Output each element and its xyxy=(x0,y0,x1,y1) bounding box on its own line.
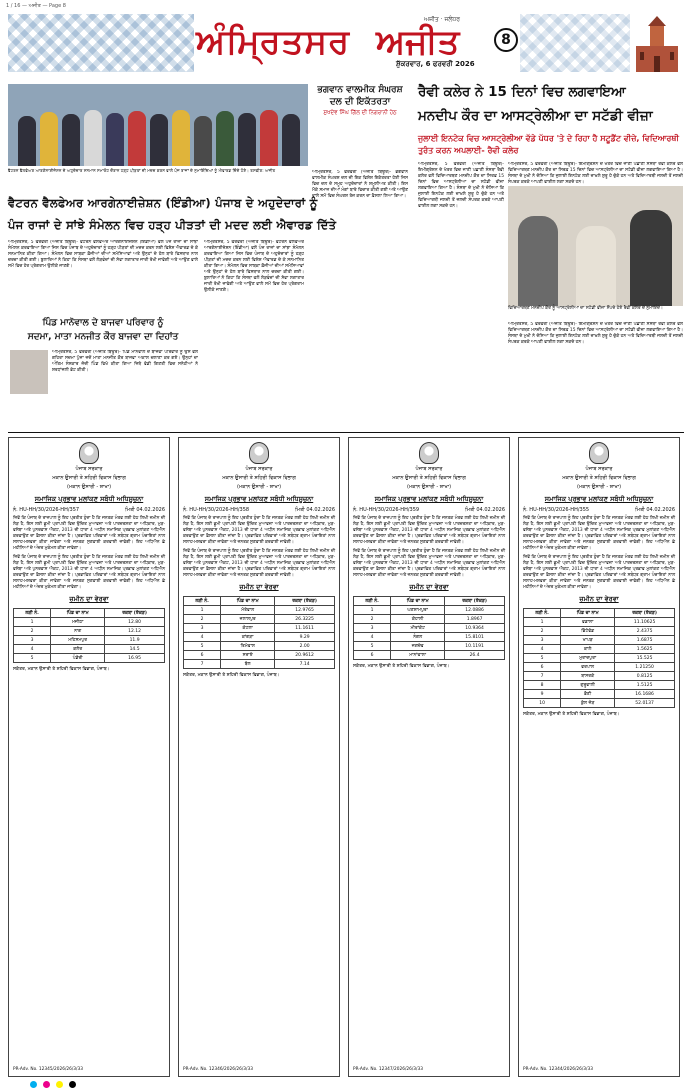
notice-ref: ਨੰ. HU-HH/30/2026-HH/358 xyxy=(183,507,250,513)
right-story-headline-2: ਮਨਦੀਪ ਕੌਰ ਦਾ ਆਸਟ੍ਰੇਲੀਆ ਦਾ ਸਟੱਡੀ ਵੀਜ਼ਾ xyxy=(418,108,653,124)
table-row xyxy=(354,606,505,615)
table-cell: 2 xyxy=(14,627,51,636)
obituary-headline-2: ਸਦਮਾ, ਮਾਤਾ ਮਨਜੀਤ ਕੌਰ ਬਾਜਵਾ ਦਾ ਦਿਹਾਂਤ xyxy=(27,332,179,342)
notice-body-cont: ਜਿਵੇਂ ਕਿ ਪੰਜਾਬ ਦੇ ਰਾਜਪਾਲ ਨੂੰ ਇਹ ਪ੍ਰਤੀਤ ਹੁੰਦਾ ਹੈ ਕਿ ਜਨਤਕ ਮੰਤਵ ਲਈ ਹੇਠ ਲਿਖੀ ਜ਼ਮੀਨ ਦੀ ਲੋੜ ਹੈ, ਇਸ ਲਈ ਭੂਮੀ ਪ੍ਰਾਪਤੀ ਵਿਚ ਉਚਿਤ ਮੁਆਵਜ਼ਾ ਅਤੇ ਪਾਰਦਰਸ਼ਤਾ ਦਾ ਅਧਿਕਾਰ, ਮੁੜ-ਵਸੇਬਾ ਅਤੇ ਪੁਨਰਵਾਸ ਐਕਟ, 2013 ਦੀ ਧਾਰਾ 4 ਅਧੀਨ ਸਮਾਜਿਕ ਪ੍ਰਭਾਵ ਮੁਲਾਂਕਣ ਅਧਿਐਨ ਕਰਵਾਉਣ ਦਾ ਫ਼ੈਸਲਾ ਕੀਤਾ ਜਾਂਦਾ ਹੈ। ਪ੍ਰਭਾਵਿਤ ਪਰਿਵਾਰਾਂ ਅਤੇ ਸਬੰਧਤ ਗ੍ਰਾਮ ਪੰਚਾਇਤਾਂ ਨਾਲ ਸਲਾਹ-ਮਸ਼ਵਰਾ ਕੀਤਾ ਜਾਵੇਗਾ ਅਤੇ ਜਨਤਕ ਸੁਣਵਾਈ ਕਰਵਾਈ ਜਾਵੇਗੀ। xyxy=(183,549,335,578)
table-cell: 4 xyxy=(184,633,221,642)
table-cell: 0.8125 xyxy=(615,672,675,681)
punjab-emblem-icon xyxy=(589,442,609,464)
table-cell: 5 xyxy=(354,642,391,651)
table-row xyxy=(354,615,505,624)
table-cell: 1.21250 xyxy=(615,663,675,672)
table-header: ਰਕਬਾ (ਏਕੜ) xyxy=(105,609,165,618)
notice-adv-code: PR-Adv. No. 12345/2026/26/3/33 xyxy=(13,1067,83,1072)
masthead-kicker: ਅਜੀਤ · ਜਲੰਧਰ xyxy=(424,16,460,23)
obituary-photo xyxy=(10,350,48,394)
masthead-pattern-right xyxy=(520,14,630,72)
obituary xyxy=(8,318,198,342)
notice-ref: ਨੰ. HU-HH/30/2026-HH/357 xyxy=(13,507,80,513)
notice-signatory: ਸਕੱਤਰ, ਮਕਾਨ ਉਸਾਰੀ ਤੇ ਸ਼ਹਿਰੀ ਵਿਕਾਸ ਵਿਭਾਗ, ਪੰਜਾਬ। xyxy=(523,712,620,717)
notice-department: ਮਕਾਨ ਉਸਾਰੀ ਤੇ ਸ਼ਹਿਰੀ ਵਿਕਾਸ ਵਿਭਾਗ xyxy=(392,475,466,481)
table-cell: 15.525 xyxy=(615,654,675,663)
table-cell: ਜਗਦੇਵ xyxy=(391,642,445,651)
table-row xyxy=(354,651,505,660)
table-header: ਰਕਬਾ (ਏਕੜ) xyxy=(275,597,335,606)
table-row xyxy=(184,624,335,633)
notice-ref: ਨੰ. HU-HH/30/2026-HH/355 xyxy=(523,507,590,513)
table-row xyxy=(14,636,165,645)
notice-title: ਸਮਾਜਿਕ ਪ੍ਰਭਾਵ ਮੁਲਾਂਕਣ ਸਬੰਧੀ ਅਧਿਸੂਚਨਾ xyxy=(544,495,654,503)
notice-adv-code: PR-Adv. No. 12344/2026/26/3/33 xyxy=(523,1067,593,1072)
notice-body-cont: ਜਿਵੇਂ ਕਿ ਪੰਜਾਬ ਦੇ ਰਾਜਪਾਲ ਨੂੰ ਇਹ ਪ੍ਰਤੀਤ ਹੁੰਦਾ ਹੈ ਕਿ ਜਨਤਕ ਮੰਤਵ ਲਈ ਹੇਠ ਲਿਖੀ ਜ਼ਮੀਨ ਦੀ ਲੋੜ ਹੈ, ਇਸ ਲਈ ਭੂਮੀ ਪ੍ਰਾਪਤੀ ਵਿਚ ਉਚਿਤ ਮੁਆਵਜ਼ਾ ਅਤੇ ਪਾਰਦਰਸ਼ਤਾ ਦਾ ਅਧਿਕਾਰ, ਮੁੜ-ਵਸੇਬਾ ਅਤੇ ਪੁਨਰਵਾਸ ਐਕਟ, 2013 ਦੀ ਧਾਰਾ 4 ਅਧੀਨ ਸਮਾਜਿਕ ਪ੍ਰਭਾਵ ਮੁਲਾਂਕਣ ਅਧਿਐਨ ਕਰਵਾਉਣ ਦਾ ਫ਼ੈਸਲਾ ਕੀਤਾ ਜਾਂਦਾ ਹੈ। ਪ੍ਰਭਾਵਿਤ ਪਰਿਵਾਰਾਂ ਅਤੇ ਸਬੰਧਤ ਗ੍ਰਾਮ ਪੰਚਾਇਤਾਂ ਨਾਲ ਸਲਾਹ-ਮਸ਼ਵਰਾ ਕੀਤਾ ਜਾਵੇਗਾ ਅਤੇ ਜਨਤਕ ਸੁਣਵਾਈ ਕਰਵਾਈ ਜਾਵੇਗੀ। xyxy=(353,549,505,578)
table-header: ਰਕਬਾ (ਏਕੜ) xyxy=(445,597,505,606)
masthead-date: ਸ਼ੁੱਕਰਵਾਰ, 6 ਫਰਵਰੀ 2026 xyxy=(396,60,475,68)
main-story-body-col2: ਅੰਮ੍ਰਿਤਸਰ, 5 ਫਰਵਰੀ (ਅਜੀਤ ਬਿਊਰੋ)- ਵੈਟਰਨ ਵੈਲਫੇਅਰ ਆਰਗੇਨਾਈਜ਼ੇਸ਼ਨ (ਇੰਡੀਆ) ਵਲੋਂ ਪੰਜ ਰਾਜਾਂ ਦਾ ਸਾਂਝਾ ਸੰਮੇਲਨ ਕਰਵਾਇਆ ਗਿਆ ਜਿਸ ਵਿਚ ਪੰਜਾਬ ਦੇ ਅਹੁਦੇਦਾਰਾਂ ਨੂੰ ਹੜ੍ਹ ਪੀੜਤਾਂ ਦੀ ਮਦਦ ਕਰਨ ਲਈ ਵਿਸ਼ੇਸ਼ ਐਵਾਰਡ ਦੇ ਕੇ ਸਨਮਾਨਿਤ ਕੀਤਾ ਗਿਆ। ਸੰਮੇਲਨ ਵਿਚ ਸਾਬਕਾ ਫ਼ੌਜੀਆਂ ਦੀਆਂ ਸਮੱਸਿਆਵਾਂ ਅਤੇ ਉਨ੍ਹਾਂ ਦੇ ਹੱਲ ਬਾਰੇ ਵਿਸਥਾਰ ਨਾਲ ਚਰਚਾ ਕੀਤੀ ਗਈ। ਬੁਲਾਰਿਆਂ ਨੇ ਕਿਹਾ ਕਿ ਸੰਸਥਾ ਵਲੋਂ ਲੋੜਵੰਦਾਂ ਦੀ ਸੇਵਾ ਲਗਾਤਾਰ ਜਾਰੀ ਰੱਖੀ ਜਾਵੇਗੀ ਅਤੇ ਆਉਣ ਵਾਲੇ ਸਮੇਂ ਵਿਚ ਹੋਰ ਪ੍ਰੋਗਰਾਮ ਉਲੀਕੇ ਜਾਣਗੇ। xyxy=(204,240,304,293)
table-cell: 5 xyxy=(184,642,221,651)
table-row xyxy=(184,615,335,624)
table-row xyxy=(524,636,675,645)
table-cell: ਮੁਰਾਦਪੁਰਾ xyxy=(561,654,615,663)
masthead-paper-name: ਅਜੀਤ xyxy=(376,22,460,62)
table-cell: 12.9765 xyxy=(275,606,335,615)
notice-table-title: ਜ਼ਮੀਨ ਦਾ ਵੇਰਵਾ xyxy=(409,583,449,591)
table-row xyxy=(184,606,335,615)
table-cell: 52.0137 xyxy=(615,699,675,708)
notice-body: ਜਿਵੇਂ ਕਿ ਪੰਜਾਬ ਦੇ ਰਾਜਪਾਲ ਨੂੰ ਇਹ ਪ੍ਰਤੀਤ ਹੁੰਦਾ ਹੈ ਕਿ ਜਨਤਕ ਮੰਤਵ ਲਈ ਹੇਠ ਲਿਖੀ ਜ਼ਮੀਨ ਦੀ ਲੋੜ ਹੈ, ਇਸ ਲਈ ਭੂਮੀ ਪ੍ਰਾਪਤੀ ਵਿਚ ਉਚਿਤ ਮੁਆਵਜ਼ਾ ਅਤੇ ਪਾਰਦਰਸ਼ਤਾ ਦਾ ਅਧਿਕਾਰ, ਮੁੜ-ਵਸੇਬਾ ਅਤੇ ਪੁਨਰਵਾਸ ਐਕਟ, 2013 ਦੀ ਧਾਰਾ 4 ਅਧੀਨ ਸਮਾਜਿਕ ਪ੍ਰਭਾਵ ਮੁਲਾਂਕਣ ਅਧਿਐਨ ਕਰਵਾਉਣ ਦਾ ਫ਼ੈਸਲਾ ਕੀਤਾ ਜਾਂਦਾ ਹੈ। ਪ੍ਰਭਾਵਿਤ ਪਰਿਵਾਰਾਂ ਅਤੇ ਸਬੰਧਤ ਗ੍ਰਾਮ ਪੰਚਾਇਤਾਂ ਨਾਲ ਸਲਾਹ-ਮਸ਼ਵਰਾ ਕੀਤਾ ਜਾਵੇਗਾ ਅਤੇ ਜਨਤਕ ਸੁਣਵਾਈ ਕਰਵਾਈ ਜਾਵੇਗੀ। ਇਹ ਅਧਿਐਨ ਛੇ ਮਹੀਨਿਆਂ ਦੇ ਅੰਦਰ ਮੁਕੰਮਲ ਕੀਤਾ ਜਾਵੇਗਾ। xyxy=(13,516,165,551)
land-table xyxy=(183,596,335,669)
table-header: ਪਿੰਡ ਦਾ ਨਾਮ xyxy=(391,597,445,606)
table-row xyxy=(524,618,675,627)
table-cell: 5 xyxy=(524,654,561,663)
lead-photo xyxy=(8,84,308,166)
table-cell: ਬਾਸਰਕੇ xyxy=(561,672,615,681)
table-row xyxy=(14,654,165,663)
masthead-title-block xyxy=(196,16,516,70)
table-cell: 12.0886 xyxy=(445,606,505,615)
table-cell: 11.1611 xyxy=(275,624,335,633)
notice-signatory: ਸਕੱਤਰ, ਮਕਾਨ ਉਸਾਰੀ ਤੇ ਸ਼ਹਿਰੀ ਵਿਕਾਸ ਵਿਭਾਗ, ਪੰਜਾਬ। xyxy=(353,664,450,669)
table-cell: ਬੱਲ xyxy=(221,660,275,669)
table-cell: ਤਿਮੋਵਾਲ xyxy=(221,642,275,651)
table-cell: ਮਹਿਸਮਪੁਰ xyxy=(51,636,105,645)
table-cell: 2.4375 xyxy=(615,627,675,636)
table-cell: ਨਾਗ xyxy=(51,627,105,636)
main-headline-line1: ਵੈਟਰਨ ਵੈਲਫੇਅਰ ਆਰਗੇਨਾਈਜ਼ੇਸ਼ਨ (ਇੰਡੀਆ) ਪੰਜਾਬ ਦੇ ਅਹੁਦੇਦਾਰਾਂ ਨੂੰ xyxy=(8,196,318,210)
table-cell: ਪੰਡੋਰੀ xyxy=(51,654,105,663)
table-cell: 3 xyxy=(184,624,221,633)
table-cell: 9 xyxy=(524,690,561,699)
notice-department: ਮਕਾਨ ਉਸਾਰੀ ਤੇ ਸ਼ਹਿਰੀ ਵਿਕਾਸ ਵਿਭਾਗ xyxy=(222,475,296,481)
table-cell: ਕਾਂਗੜਾ xyxy=(221,633,275,642)
notice-adv-code: PR-Adv. No. 12346/2026/26/3/33 xyxy=(183,1067,253,1072)
notice-table-title: ਜ਼ਮੀਨ ਦਾ ਵੇਰਵਾ xyxy=(69,595,109,603)
table-cell: ਮਜੀਠਾ xyxy=(51,618,105,627)
table-cell: 8 xyxy=(524,681,561,690)
table-cell: 6 xyxy=(354,651,391,660)
notice-branch: (ਮਕਾਨ ਉਸਾਰੀ - ਸ਼ਾਖਾ) xyxy=(236,484,282,490)
side-story-body: ਅੰਮ੍ਰਿਤਸਰ, 5 ਫਰਵਰੀ (ਅਜੀਤ ਬਿਊਰੋ)- ਭਗਵਾਨ ਵਾਲਮੀਕ ਸੰਘਰਸ਼ ਦਲ ਦੀ ਇਕ ਵਿਸ਼ੇਸ਼ ਇਕੱਤਰਤਾ ਹੋਈ ਜਿਸ ਵਿਚ ਦਲ ਦੇ ਸਮੂਹ ਅਹੁਦੇਦਾਰਾਂ ਨੇ ਸ਼ਮੂਲੀਅਤ ਕੀਤੀ। ਇਸ ਮੌਕੇ ਸਮਾਜ ਦੀਆਂ ਮੰਗਾਂ ਬਾਰੇ ਵਿਚਾਰ ਕੀਤੀ ਗਈ ਅਤੇ ਆਉਣ ਵਾਲੇ ਸਮੇਂ ਵਿਚ ਸੰਘਰਸ਼ ਤੇਜ਼ ਕਰਨ ਦਾ ਫ਼ੈਸਲਾ ਲਿਆ ਗਿਆ। xyxy=(312,170,408,199)
government-notice xyxy=(348,437,510,1077)
table-row xyxy=(524,699,675,708)
table-cell: 3 xyxy=(524,636,561,645)
table-cell: ਵਰਪਾਲ xyxy=(561,663,615,672)
table-row xyxy=(184,651,335,660)
right-story-caption: ਵਿਦਿਆਰਥਣ ਮਨਦੀਪ ਕੌਰ ਨੂੰ ਆਸਟ੍ਰੇਲੀਆ ਦਾ ਸਟੱਡੀ ਵੀਜ਼ਾ ਸੌਂਪਦੇ ਹੋਏ ਰੈਵੀ ਕਲੇਰ ਦੇ ਨੁਮਾਇੰਦੇ। xyxy=(508,306,663,311)
notice-body: ਜਿਵੇਂ ਕਿ ਪੰਜਾਬ ਦੇ ਰਾਜਪਾਲ ਨੂੰ ਇਹ ਪ੍ਰਤੀਤ ਹੁੰਦਾ ਹੈ ਕਿ ਜਨਤਕ ਮੰਤਵ ਲਈ ਹੇਠ ਲਿਖੀ ਜ਼ਮੀਨ ਦੀ ਲੋੜ ਹੈ, ਇਸ ਲਈ ਭੂਮੀ ਪ੍ਰਾਪਤੀ ਵਿਚ ਉਚਿਤ ਮੁਆਵਜ਼ਾ ਅਤੇ ਪਾਰਦਰਸ਼ਤਾ ਦਾ ਅਧਿਕਾਰ, ਮੁੜ-ਵਸੇਬਾ ਅਤੇ ਪੁਨਰਵਾਸ ਐਕਟ, 2013 ਦੀ ਧਾਰਾ 4 ਅਧੀਨ ਸਮਾਜਿਕ ਪ੍ਰਭਾਵ ਮੁਲਾਂਕਣ ਅਧਿਐਨ ਕਰਵਾਉਣ ਦਾ ਫ਼ੈਸਲਾ ਕੀਤਾ ਜਾਂਦਾ ਹੈ। ਪ੍ਰਭਾਵਿਤ ਪਰਿਵਾਰਾਂ ਅਤੇ ਸਬੰਧਤ ਗ੍ਰਾਮ ਪੰਚਾਇਤਾਂ ਨਾਲ ਸਲਾਹ-ਮਸ਼ਵਰਾ ਕੀਤਾ ਜਾਵੇਗਾ ਅਤੇ ਜਨਤਕ ਸੁਣਵਾਈ ਕਰਵਾਈ ਜਾਵੇਗੀ। xyxy=(353,516,505,545)
section-divider xyxy=(8,432,684,433)
table-cell: ਭੈਣੀ xyxy=(561,690,615,699)
notice-table-title: ਜ਼ਮੀਨ ਦਾ ਵੇਰਵਾ xyxy=(579,595,619,603)
table-header: ਲੜੀ ਨੰ. xyxy=(524,609,561,618)
obituary-body: ਅੰਮ੍ਰਿਤਸਰ, 5 ਫਰਵਰੀ (ਅਜੀਤ ਬਿਊਰੋ)- ਪਿੰਡ ਮਾਨੋਵਾਲ ਦੇ ਬਾਜਵਾ ਪਰਿਵਾਰ ਨੂੰ ਉਸ ਵੇਲੇ ਗਹਿਰਾ ਸਦਮਾ ਪੁੱਜਾ ਜਦੋਂ ਮਾਤਾ ਮਨਜੀਤ ਕੌਰ ਬਾਜਵਾ ਅਕਾਲ ਚਲਾਣਾ ਕਰ ਗਏ। ਉਨ੍ਹਾਂ ਦਾ ਅੰਤਿਮ ਸੰਸਕਾਰ ਜੱਦੀ ਪਿੰਡ ਵਿਖੇ ਕੀਤਾ ਗਿਆ ਜਿਥੇ ਵੱਡੀ ਗਿਣਤੀ ਵਿਚ ਸਨੇਹੀਆਂ ਨੇ ਸ਼ਰਧਾਂਜਲੀ ਭੇਟ ਕੀਤੀ। xyxy=(52,350,198,373)
masthead-pattern xyxy=(8,14,194,72)
table-cell: 14.5 xyxy=(105,645,165,654)
table-cell: 10.1191 xyxy=(445,642,505,651)
table-row xyxy=(524,663,675,672)
table-header: ਲੜੀ ਨੰ. xyxy=(184,597,221,606)
notice-org: ਪੰਜਾਬ ਸਰਕਾਰ xyxy=(245,466,273,472)
notice-body: ਜਿਵੇਂ ਕਿ ਪੰਜਾਬ ਦੇ ਰਾਜਪਾਲ ਨੂੰ ਇਹ ਪ੍ਰਤੀਤ ਹੁੰਦਾ ਹੈ ਕਿ ਜਨਤਕ ਮੰਤਵ ਲਈ ਹੇਠ ਲਿਖੀ ਜ਼ਮੀਨ ਦੀ ਲੋੜ ਹੈ, ਇਸ ਲਈ ਭੂਮੀ ਪ੍ਰਾਪਤੀ ਵਿਚ ਉਚਿਤ ਮੁਆਵਜ਼ਾ ਅਤੇ ਪਾਰਦਰਸ਼ਤਾ ਦਾ ਅਧਿਕਾਰ, ਮੁੜ-ਵਸੇਬਾ ਅਤੇ ਪੁਨਰਵਾਸ ਐਕਟ, 2013 ਦੀ ਧਾਰਾ 4 ਅਧੀਨ ਸਮਾਜਿਕ ਪ੍ਰਭਾਵ ਮੁਲਾਂਕਣ ਅਧਿਐਨ ਕਰਵਾਉਣ ਦਾ ਫ਼ੈਸਲਾ ਕੀਤਾ ਜਾਂਦਾ ਹੈ। ਪ੍ਰਭਾਵਿਤ ਪਰਿਵਾਰਾਂ ਅਤੇ ਸਬੰਧਤ ਗ੍ਰਾਮ ਪੰਚਾਇਤਾਂ ਨਾਲ ਸਲਾਹ-ਮਸ਼ਵਰਾ ਕੀਤਾ ਜਾਵੇਗਾ ਅਤੇ ਜਨਤਕ ਸੁਣਵਾਈ ਕਰਵਾਈ ਜਾਵੇਗੀ। xyxy=(183,516,335,545)
table-cell: 1 xyxy=(14,618,51,627)
notice-org: ਪੰਜਾਬ ਸਰਕਾਰ xyxy=(585,466,613,472)
main-headline-line2: ਪੰਜ ਰਾਜਾਂ ਦੇ ਸਾਂਝੇ ਸੰਮੇਲਨ ਵਿਚ ਹੜ੍ਹ ਪੀੜਤਾਂ ਦੀ ਮਦਦ ਲਈ ਐਵਾਰਡ ਦਿੱਤੇ xyxy=(8,218,337,232)
table-cell: 3 xyxy=(354,624,391,633)
table-cell: ਮੀਰਾਂਕੋਟ xyxy=(391,624,445,633)
table-row xyxy=(184,633,335,642)
table-row xyxy=(524,672,675,681)
punjab-emblem-icon xyxy=(79,442,99,464)
table-row xyxy=(354,624,505,633)
main-story-body-col1: ਅੰਮ੍ਰਿਤਸਰ, 5 ਫਰਵਰੀ (ਅਜੀਤ ਬਿਊਰੋ)- ਵੈਟਰਨ ਵੈਲਫੇਅਰ ਆਰਗੇਨਾਈਜ਼ੇਸ਼ਨ (ਇੰਡੀਆ) ਵਲੋਂ ਪੰਜ ਰਾਜਾਂ ਦਾ ਸਾਂਝਾ ਸੰਮੇਲਨ ਕਰਵਾਇਆ ਗਿਆ ਜਿਸ ਵਿਚ ਪੰਜਾਬ ਦੇ ਅਹੁਦੇਦਾਰਾਂ ਨੂੰ ਹੜ੍ਹ ਪੀੜਤਾਂ ਦੀ ਮਦਦ ਕਰਨ ਲਈ ਵਿਸ਼ੇਸ਼ ਐਵਾਰਡ ਦੇ ਕੇ ਸਨਮਾਨਿਤ ਕੀਤਾ ਗਿਆ। ਸੰਮੇਲਨ ਵਿਚ ਸਾਬਕਾ ਫ਼ੌਜੀਆਂ ਦੀਆਂ ਸਮੱਸਿਆਵਾਂ ਅਤੇ ਉਨ੍ਹਾਂ ਦੇ ਹੱਲ ਬਾਰੇ ਵਿਸਥਾਰ ਨਾਲ ਚਰਚਾ ਕੀਤੀ ਗਈ। ਬੁਲਾਰਿਆਂ ਨੇ ਕਿਹਾ ਕਿ ਸੰਸਥਾ ਵਲੋਂ ਲੋੜਵੰਦਾਂ ਦੀ ਸੇਵਾ ਲਗਾਤਾਰ ਜਾਰੀ ਰੱਖੀ ਜਾਵੇਗੀ ਅਤੇ ਆਉਣ ਵਾਲੇ ਸਮੇਂ ਵਿਚ ਹੋਰ ਪ੍ਰੋਗਰਾਮ ਉਲੀਕੇ ਜਾਣਗੇ। xyxy=(8,240,198,269)
table-cell: ਜਲਾਲਪੁਰ xyxy=(221,615,275,624)
table-cell: 16.1686 xyxy=(615,690,675,699)
notice-branch: (ਮਕਾਨ ਉਸਾਰੀ - ਸ਼ਾਖਾ) xyxy=(406,484,452,490)
table-cell: ਮਾਨਾਂਵਾਲਾ xyxy=(391,651,445,660)
table-cell: 5 xyxy=(14,654,51,663)
side-story-headline: ਭਗਵਾਨ ਵਾਲਮੀਕ ਸੰਘਰਸ਼ ਦਲ ਦੀ ਇਕੱਤਰਤਾ xyxy=(317,85,403,107)
table-cell: 26.3225 xyxy=(275,615,335,624)
table-cell: 4 xyxy=(14,645,51,654)
notice-body: ਜਿਵੇਂ ਕਿ ਪੰਜਾਬ ਦੇ ਰਾਜਪਾਲ ਨੂੰ ਇਹ ਪ੍ਰਤੀਤ ਹੁੰਦਾ ਹੈ ਕਿ ਜਨਤਕ ਮੰਤਵ ਲਈ ਹੇਠ ਲਿਖੀ ਜ਼ਮੀਨ ਦੀ ਲੋੜ ਹੈ, ਇਸ ਲਈ ਭੂਮੀ ਪ੍ਰਾਪਤੀ ਵਿਚ ਉਚਿਤ ਮੁਆਵਜ਼ਾ ਅਤੇ ਪਾਰਦਰਸ਼ਤਾ ਦਾ ਅਧਿਕਾਰ, ਮੁੜ-ਵਸੇਬਾ ਅਤੇ ਪੁਨਰਵਾਸ ਐਕਟ, 2013 ਦੀ ਧਾਰਾ 4 ਅਧੀਨ ਸਮਾਜਿਕ ਪ੍ਰਭਾਵ ਮੁਲਾਂਕਣ ਅਧਿਐਨ ਕਰਵਾਉਣ ਦਾ ਫ਼ੈਸਲਾ ਕੀਤਾ ਜਾਂਦਾ ਹੈ। ਪ੍ਰਭਾਵਿਤ ਪਰਿਵਾਰਾਂ ਅਤੇ ਸਬੰਧਤ ਗ੍ਰਾਮ ਪੰਚਾਇਤਾਂ ਨਾਲ ਸਲਾਹ-ਮਸ਼ਵਰਾ ਕੀਤਾ ਜਾਵੇਗਾ ਅਤੇ ਜਨਤਕ ਸੁਣਵਾਈ ਕਰਵਾਈ ਜਾਵੇਗੀ। ਇਹ ਅਧਿਐਨ ਛੇ ਮਹੀਨਿਆਂ ਦੇ ਅੰਦਰ ਮੁਕੰਮਲ ਕੀਤਾ ਜਾਵੇਗਾ। xyxy=(523,516,675,551)
government-notice xyxy=(178,437,340,1077)
lead-photo-caption: ਵੈਟਰਨ ਵੈਲਫੇਅਰ ਆਰਗੇਨਾਈਜ਼ੇਸ਼ਨ ਦੇ ਅਹੁਦੇਦਾਰ ਸਨਮਾਨ ਸਮਾਰੋਹ ਦੌਰਾਨ ਹੜ੍ਹ ਪੀੜਤਾਂ ਦੀ ਮਦਦ ਕਰਨ ਵਾਲੇ ਪੰਜ ਰਾਜਾਂ ਦੇ ਨੁਮਾਇੰਦਿਆਂ ਨੂੰ ਐਵਾਰਡ ਦਿੰਦੇ ਹੋਏ। ਤਸਵੀਰ: ਅਜੀਤ xyxy=(8,168,276,173)
notice-signatory: ਸਕੱਤਰ, ਮਕਾਨ ਉਸਾਰੀ ਤੇ ਸ਼ਹਿਰੀ ਵਿਕਾਸ ਵਿਭਾਗ, ਪੰਜਾਬ। xyxy=(13,667,110,672)
notice-org: ਪੰਜਾਬ ਸਰਕਾਰ xyxy=(75,466,103,472)
table-cell: 12.12 xyxy=(105,627,165,636)
table-cell: 1.5625 xyxy=(615,645,675,654)
page-number: 8 xyxy=(494,28,518,52)
notice-date: ਮਿਤੀ 04.02.2026 xyxy=(295,507,335,513)
table-cell: 15.8101 xyxy=(445,633,505,642)
side-story-byline: ਸੁਖਦੇਵ ਸਿੰਘ ਗਿੱਲ ਦੀ ਨਿਗਰਾਨੀ ਹੇਠ xyxy=(323,110,397,116)
table-cell: 4 xyxy=(524,645,561,654)
table-cell: 6 xyxy=(184,651,221,660)
notice-table-title: ਜ਼ਮੀਨ ਦਾ ਵੇਰਵਾ xyxy=(239,583,279,591)
table-cell: ਕੋਹਾਲੀ xyxy=(391,615,445,624)
masthead xyxy=(0,12,687,74)
table-header: ਪਿੰਡ ਦਾ ਨਾਮ xyxy=(51,609,105,618)
table-cell: 11.10625 xyxy=(615,618,675,627)
table-row xyxy=(524,645,675,654)
table-cell: ਮੱਤੇਵਾਲ xyxy=(221,606,275,615)
table-cell: 10 xyxy=(524,699,561,708)
table-row xyxy=(524,690,675,699)
table-cell: ਖਾਪੜ xyxy=(561,636,615,645)
table-row xyxy=(14,645,165,654)
notice-body-cont: ਜਿਵੇਂ ਕਿ ਪੰਜਾਬ ਦੇ ਰਾਜਪਾਲ ਨੂੰ ਇਹ ਪ੍ਰਤੀਤ ਹੁੰਦਾ ਹੈ ਕਿ ਜਨਤਕ ਮੰਤਵ ਲਈ ਹੇਠ ਲਿਖੀ ਜ਼ਮੀਨ ਦੀ ਲੋੜ ਹੈ, ਇਸ ਲਈ ਭੂਮੀ ਪ੍ਰਾਪਤੀ ਵਿਚ ਉਚਿਤ ਮੁਆਵਜ਼ਾ ਅਤੇ ਪਾਰਦਰਸ਼ਤਾ ਦਾ ਅਧਿਕਾਰ, ਮੁੜ-ਵਸੇਬਾ ਅਤੇ ਪੁਨਰਵਾਸ ਐਕਟ, 2013 ਦੀ ਧਾਰਾ 4 ਅਧੀਨ ਸਮਾਜਿਕ ਪ੍ਰਭਾਵ ਮੁਲਾਂਕਣ ਅਧਿਐਨ ਕਰਵਾਉਣ ਦਾ ਫ਼ੈਸਲਾ ਕੀਤਾ ਜਾਂਦਾ ਹੈ। ਪ੍ਰਭਾਵਿਤ ਪਰਿਵਾਰਾਂ ਅਤੇ ਸਬੰਧਤ ਗ੍ਰਾਮ ਪੰਚਾਇਤਾਂ ਨਾਲ ਸਲਾਹ-ਮਸ਼ਵਰਾ ਕੀਤਾ ਜਾਵੇਗਾ ਅਤੇ ਜਨਤਕ ਸੁਣਵਾਈ ਕਰਵਾਈ ਜਾਵੇਗੀ। ਇਹ ਅਧਿਐਨ ਛੇ ਮਹੀਨਿਆਂ ਦੇ ਅੰਦਰ ਮੁਕੰਮਲ ਕੀਤਾ ਜਾਵੇਗਾ। xyxy=(523,555,675,590)
table-cell: 2 xyxy=(524,627,561,636)
table-cell: ਭਿੱਟੇਵੱਡ xyxy=(561,627,615,636)
monument-icon xyxy=(632,16,682,72)
table-cell: 7 xyxy=(524,672,561,681)
land-table xyxy=(13,608,165,663)
table-cell: 1.6875 xyxy=(615,636,675,645)
table-cell: ਨੰਗਲ xyxy=(391,633,445,642)
table-cell: 2 xyxy=(354,615,391,624)
right-story-body-col1: ਅੰਮ੍ਰਿਤਸਰ, 5 ਫਰਵਰੀ (ਅਜੀਤ ਬਿਊਰੋ)- ਇਮੀਗ੍ਰੇਸ਼ਨ ਦੇ ਖੇਤਰ ਵਿਚ ਜਾਣੀ ਪਛਾਣੀ ਸੰਸਥਾ ਰੈਵੀ ਕਲੇਰ ਵਲੋਂ ਵਿਦਿਆਰਥਣ ਮਨਦੀਪ ਕੌਰ ਦਾ ਸਿਰਫ਼ 15 ਦਿਨਾਂ ਵਿਚ ਆਸਟ੍ਰੇਲੀਆ ਦਾ ਸਟੱਡੀ ਵੀਜ਼ਾ ਲਗਵਾਇਆ ਗਿਆ ਹੈ। ਸੰਸਥਾ ਦੇ ਮੁਖੀ ਨੇ ਦੱਸਿਆ ਕਿ ਜੁਲਾਈ ਇਨਟੇਕ ਲਈ ਦਾਖ਼ਲੇ ਸ਼ੁਰੂ ਹੋ ਚੁੱਕੇ ਹਨ ਅਤੇ ਵਿਦਿਆਰਥੀ ਜਲਦੀ ਤੋਂ ਜਲਦੀ ਸੰਪਰਕ ਕਰਕੇ ਆਪਣੀ ਫਾਈਲ ਲਗਾ ਸਕਦੇ ਹਨ। xyxy=(418,162,504,209)
side-story xyxy=(312,84,408,117)
table-cell: 3 xyxy=(14,636,51,645)
table-cell: ਵਡਾਲਾ xyxy=(561,618,615,627)
table-cell: 7 xyxy=(184,660,221,669)
table-row xyxy=(14,627,165,636)
notice-date: ਮਿਤੀ 04.02.2026 xyxy=(635,507,675,513)
table-row xyxy=(524,654,675,663)
notice-department: ਮਕਾਨ ਉਸਾਰੀ ਤੇ ਸ਼ਹਿਰੀ ਵਿਕਾਸ ਵਿਭਾਗ xyxy=(562,475,636,481)
table-header: ਪਿੰਡ ਦਾ ਨਾਮ xyxy=(221,597,275,606)
punjab-emblem-icon xyxy=(249,442,269,464)
notice-signatory: ਸਕੱਤਰ, ਮਕਾਨ ਉਸਾਰੀ ਤੇ ਸ਼ਹਿਰੀ ਵਿਕਾਸ ਵਿਭਾਗ, ਪੰਜਾਬ। xyxy=(183,673,280,678)
table-cell: 10.9364 xyxy=(445,624,505,633)
table-cell: ਕੋਟਲਾ xyxy=(221,624,275,633)
notice-branch: (ਮਕਾਨ ਉਸਾਰੀ - ਸ਼ਾਖਾ) xyxy=(66,484,112,490)
notice-department: ਮਕਾਨ ਉਸਾਰੀ ਤੇ ਸ਼ਹਿਰੀ ਵਿਕਾਸ ਵਿਭਾਗ xyxy=(52,475,126,481)
table-row xyxy=(524,627,675,636)
table-cell: 1 xyxy=(184,606,221,615)
table-cell: 26.4 xyxy=(445,651,505,660)
table-row xyxy=(14,618,165,627)
government-notice xyxy=(8,437,170,1077)
punjab-emblem-icon xyxy=(419,442,439,464)
notice-org: ਪੰਜਾਬ ਸਰਕਾਰ xyxy=(415,466,443,472)
notice-ref: ਨੰ. HU-HH/30/2026-HH/359 xyxy=(353,507,420,513)
masthead-city: ਅੰਮ੍ਰਿਤਸਰ xyxy=(196,22,351,62)
notice-date: ਮਿਤੀ 04.02.2026 xyxy=(465,507,505,513)
table-header: ਰਕਬਾ (ਏਕੜ) xyxy=(615,609,675,618)
table-cell: 20.9612 xyxy=(275,651,335,660)
table-header: ਲੜੀ ਨੰ. xyxy=(354,597,391,606)
table-header: ਪਿੰਡ ਦਾ ਨਾਮ xyxy=(561,609,615,618)
notice-title: ਸਮਾਜਿਕ ਪ੍ਰਭਾਵ ਮੁਲਾਂਕਣ ਸਬੰਧੀ ਅਧਿਸੂਚਨਾ xyxy=(374,495,484,503)
table-cell: 9.29 xyxy=(275,633,335,642)
land-table xyxy=(523,608,675,708)
land-table xyxy=(353,596,505,660)
table-cell: 12.80 xyxy=(105,618,165,627)
print-color-bar xyxy=(0,1080,687,1089)
table-header: ਲੜੀ ਨੰ. xyxy=(14,609,51,618)
table-cell: ਸਰਾਏ xyxy=(221,651,275,660)
table-row xyxy=(524,681,675,690)
table-cell: 1 xyxy=(354,606,391,615)
notice-title: ਸਮਾਜਿਕ ਪ੍ਰਭਾਵ ਮੁਲਾਂਕਣ ਸਬੰਧੀ ਅਧਿਸੂਚਨਾ xyxy=(204,495,314,503)
table-cell: 2 xyxy=(184,615,221,624)
table-cell: 16.95 xyxy=(105,654,165,663)
right-story-body-col2: ਅੰਮ੍ਰਿਤਸਰ, 5 ਫਰਵਰੀ (ਅਜੀਤ ਬਿਊਰੋ)- ਇਮੀਗ੍ਰੇਸ਼ਨ ਦੇ ਖੇਤਰ ਵਿਚ ਜਾਣੀ ਪਛਾਣੀ ਸੰਸਥਾ ਰੈਵੀ ਕਲੇਰ ਵਲੋਂ ਵਿਦਿਆਰਥਣ ਮਨਦੀਪ ਕੌਰ ਦਾ ਸਿਰਫ਼ 15 ਦਿਨਾਂ ਵਿਚ ਆਸਟ੍ਰੇਲੀਆ ਦਾ ਸਟੱਡੀ ਵੀਜ਼ਾ ਲਗਵਾਇਆ ਗਿਆ ਹੈ। ਸੰਸਥਾ ਦੇ ਮੁਖੀ ਨੇ ਦੱਸਿਆ ਕਿ ਜੁਲਾਈ ਇਨਟੇਕ ਲਈ ਦਾਖ਼ਲੇ ਸ਼ੁਰੂ ਹੋ ਚੁੱਕੇ ਹਨ ਅਤੇ ਵਿਦਿਆਰਥੀ ਜਲਦੀ ਤੋਂ ਜਲਦੀ ਸੰਪਰਕ ਕਰਕੇ ਆਪਣੀ ਫਾਈਲ ਲਗਾ ਸਕਦੇ ਹਨ। xyxy=(508,162,683,184)
table-cell: ਗੁਰੂਵਾਲੀ xyxy=(561,681,615,690)
table-row xyxy=(354,633,505,642)
table-cell: ਕਲੇਰ xyxy=(51,645,105,654)
obituary-headline-1: ਪਿੰਡ ਮਾਨੋਵਾਲ ਦੇ ਬਾਜਵਾ ਪਰਿਵਾਰ ਨੂੰ xyxy=(42,318,164,328)
table-cell: 4 xyxy=(354,633,391,642)
right-story-subheadline: ਜੁਲਾਈ ਇਨਟੇਕ ਵਿਚ ਆਸਟ੍ਰੇਲੀਆ ਵੱਡੇ ਪੱਧਰ 'ਤੇ ਦੇ ਰਿਹਾ ਹੈ ਸਟੂਡੈਂਟ ਵੀਜ਼ੇ, ਵਿਦਿਆਰਥੀ ਤੁਰੰਤ ਕਰਨ ਅਪਲਾਈ- ਰੈਵੀ ਕਲੇਰ xyxy=(418,134,679,155)
main-headline xyxy=(8,192,418,236)
notice-date: ਮਿਤੀ 04.02.2026 xyxy=(125,507,165,513)
right-story-headline-1: ਰੈਵੀ ਕਲੇਰ ਨੇ 15 ਦਿਨਾਂ ਵਿਚ ਲਗਵਾਇਆ xyxy=(418,84,626,100)
table-row xyxy=(354,642,505,651)
table-cell: 2.00 xyxy=(275,642,335,651)
notice-branch: (ਮਕਾਨ ਉਸਾਰੀ - ਸ਼ਾਖਾ) xyxy=(576,484,622,490)
table-row xyxy=(184,642,335,651)
right-story-body-col3: ਅੰਮ੍ਰਿਤਸਰ, 5 ਫਰਵਰੀ (ਅਜੀਤ ਬਿਊਰੋ)- ਇਮੀਗ੍ਰੇਸ਼ਨ ਦੇ ਖੇਤਰ ਵਿਚ ਜਾਣੀ ਪਛਾਣੀ ਸੰਸਥਾ ਰੈਵੀ ਕਲੇਰ ਵਲੋਂ ਵਿਦਿਆਰਥਣ ਮਨਦੀਪ ਕੌਰ ਦਾ ਸਿਰਫ਼ 15 ਦਿਨਾਂ ਵਿਚ ਆਸਟ੍ਰੇਲੀਆ ਦਾ ਸਟੱਡੀ ਵੀਜ਼ਾ ਲਗਵਾਇਆ ਗਿਆ ਹੈ। ਸੰਸਥਾ ਦੇ ਮੁਖੀ ਨੇ ਦੱਸਿਆ ਕਿ ਜੁਲਾਈ ਇਨਟੇਕ ਲਈ ਦਾਖ਼ਲੇ ਸ਼ੁਰੂ ਹੋ ਚੁੱਕੇ ਹਨ ਅਤੇ ਵਿਦਿਆਰਥੀ ਜਲਦੀ ਤੋਂ ਜਲਦੀ ਸੰਪਰਕ ਕਰਕੇ ਆਪਣੀ ਫਾਈਲ ਲਗਾ ਸਕਦੇ ਹਨ। xyxy=(508,322,683,345)
table-row xyxy=(184,660,335,669)
notice-adv-code: PR-Adv. No. 12347/2026/26/3/33 xyxy=(353,1067,423,1072)
table-cell: ਕੁੱਲ ਜੋੜ xyxy=(561,699,615,708)
table-cell: ਕਾਲੇ xyxy=(561,645,615,654)
right-story-photo xyxy=(508,186,683,306)
table-cell: 1.5125 xyxy=(615,681,675,690)
table-cell: 1.8967 xyxy=(445,615,505,624)
government-notice xyxy=(518,437,680,1077)
notice-title: ਸਮਾਜਿਕ ਪ੍ਰਭਾਵ ਮੁਲਾਂਕਣ ਸਬੰਧੀ ਅਧਿਸੂਚਨਾ xyxy=(34,495,144,503)
table-cell: ਘਣਸ਼ਾਮਪੁਰਾ xyxy=(391,606,445,615)
table-cell: 1 xyxy=(524,618,561,627)
notice-body-cont: ਜਿਵੇਂ ਕਿ ਪੰਜਾਬ ਦੇ ਰਾਜਪਾਲ ਨੂੰ ਇਹ ਪ੍ਰਤੀਤ ਹੁੰਦਾ ਹੈ ਕਿ ਜਨਤਕ ਮੰਤਵ ਲਈ ਹੇਠ ਲਿਖੀ ਜ਼ਮੀਨ ਦੀ ਲੋੜ ਹੈ, ਇਸ ਲਈ ਭੂਮੀ ਪ੍ਰਾਪਤੀ ਵਿਚ ਉਚਿਤ ਮੁਆਵਜ਼ਾ ਅਤੇ ਪਾਰਦਰਸ਼ਤਾ ਦਾ ਅਧਿਕਾਰ, ਮੁੜ-ਵਸੇਬਾ ਅਤੇ ਪੁਨਰਵਾਸ ਐਕਟ, 2013 ਦੀ ਧਾਰਾ 4 ਅਧੀਨ ਸਮਾਜਿਕ ਪ੍ਰਭਾਵ ਮੁਲਾਂਕਣ ਅਧਿਐਨ ਕਰਵਾਉਣ ਦਾ ਫ਼ੈਸਲਾ ਕੀਤਾ ਜਾਂਦਾ ਹੈ। ਪ੍ਰਭਾਵਿਤ ਪਰਿਵਾਰਾਂ ਅਤੇ ਸਬੰਧਤ ਗ੍ਰਾਮ ਪੰਚਾਇਤਾਂ ਨਾਲ ਸਲਾਹ-ਮਸ਼ਵਰਾ ਕੀਤਾ ਜਾਵੇਗਾ ਅਤੇ ਜਨਤਕ ਸੁਣਵਾਈ ਕਰਵਾਈ ਜਾਵੇਗੀ। ਇਹ ਅਧਿਐਨ ਛੇ ਮਹੀਨਿਆਂ ਦੇ ਅੰਦਰ ਮੁਕੰਮਲ ਕੀਤਾ ਜਾਵੇਗਾ। xyxy=(13,555,165,590)
table-cell: 11.9 xyxy=(105,636,165,645)
table-cell: 7.14 xyxy=(275,660,335,669)
table-cell: 6 xyxy=(524,663,561,672)
print-strip: 1 / 16 — ਅਜੀਤ — Page 8 xyxy=(6,3,66,9)
